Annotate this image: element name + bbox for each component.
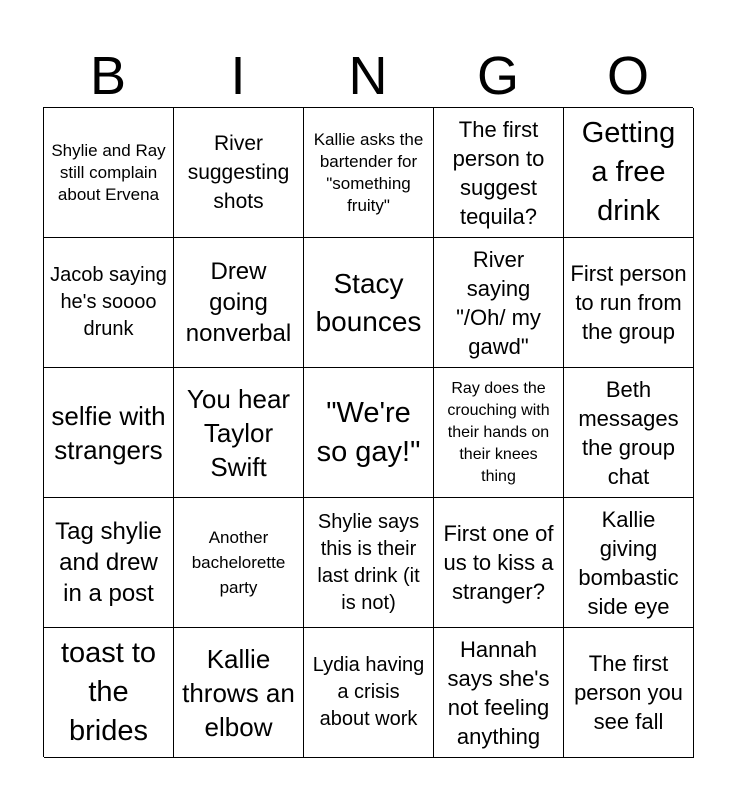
bingo-cell[interactable] <box>174 238 304 368</box>
bingo-cell[interactable] <box>434 108 564 238</box>
cell-text: Getting a free drink <box>581 117 676 227</box>
cell-text: Shylie and Ray still complain about Ervena <box>51 140 166 204</box>
bingo-cell[interactable] <box>564 628 694 758</box>
cell-text: River saying "/Oh/ my gawd" <box>456 246 541 359</box>
header-letter-i: I <box>230 46 246 106</box>
bingo-cell[interactable] <box>174 108 304 238</box>
cell-text: You hear Taylor Swift <box>186 383 291 482</box>
bingo-cell[interactable] <box>564 498 694 628</box>
header-letter-n: N <box>348 46 388 106</box>
bingo-cell[interactable] <box>44 238 174 368</box>
cell-text: First person to run from the group <box>570 261 687 344</box>
bingo-cell[interactable] <box>44 498 174 628</box>
header-letter-g: G <box>476 46 519 106</box>
cell-text: River suggesting shots <box>187 132 290 213</box>
cell-text: Another bachelorette party <box>191 528 286 597</box>
bingo-cell[interactable] <box>564 238 694 368</box>
cell-text: Kallie throws an elbow <box>182 643 295 742</box>
cell-text: The first person to suggest tequila? <box>452 116 545 229</box>
cell-text: The first person you see fall <box>574 651 683 734</box>
bingo-cell[interactable] <box>434 628 564 758</box>
cell-text: Kallie asks the bartender for "something fruity" <box>313 129 424 215</box>
cell-text: Beth messages the group chat <box>578 376 679 489</box>
bingo-cell[interactable] <box>304 108 434 238</box>
header-letter-b: B <box>89 46 127 106</box>
cell-text: toast to the brides <box>60 637 157 747</box>
bingo-cell[interactable] <box>434 368 564 498</box>
cell-text: Kallie giving bombastic side eye <box>578 506 679 619</box>
bingo-header <box>43 46 693 106</box>
bingo-cell[interactable] <box>564 108 694 238</box>
bingo-cell[interactable] <box>304 368 434 498</box>
bingo-cell[interactable] <box>44 108 174 238</box>
bingo-cell[interactable] <box>44 368 174 498</box>
cell-text: Hannah says she's not feeling anything <box>447 636 550 749</box>
bingo-cell[interactable] <box>174 368 304 498</box>
bingo-grid <box>43 107 693 757</box>
cell-text: Tag shylie and drew in a post <box>55 518 162 607</box>
header-letter-o: O <box>606 46 649 106</box>
cell-text: Lydia having a crisis about work <box>312 654 425 730</box>
cell-text: Jacob saying he's soooo drunk <box>50 264 167 340</box>
cell-text: Shylie says this is their last drink (it is not) <box>317 510 420 614</box>
bingo-cell[interactable] <box>304 498 434 628</box>
bingo-cell[interactable] <box>434 498 564 628</box>
bingo-cell[interactable] <box>44 628 174 758</box>
bingo-cell[interactable] <box>174 628 304 758</box>
cell-text: "We're so gay!" <box>316 396 421 468</box>
cell-text: Ray does the crouching with their hands on their knees thing <box>447 379 550 485</box>
cell-text: Drew going nonverbal <box>185 258 292 347</box>
cell-text: selfie with strangers <box>51 400 166 465</box>
cell-text: First one of us to kiss a stranger? <box>443 521 554 604</box>
bingo-cell[interactable] <box>304 238 434 368</box>
bingo-cell[interactable] <box>434 238 564 368</box>
bingo-cell[interactable] <box>304 628 434 758</box>
bingo-cell[interactable] <box>564 368 694 498</box>
bingo-cell[interactable] <box>174 498 304 628</box>
cell-text: Stacy bounces <box>315 267 422 337</box>
